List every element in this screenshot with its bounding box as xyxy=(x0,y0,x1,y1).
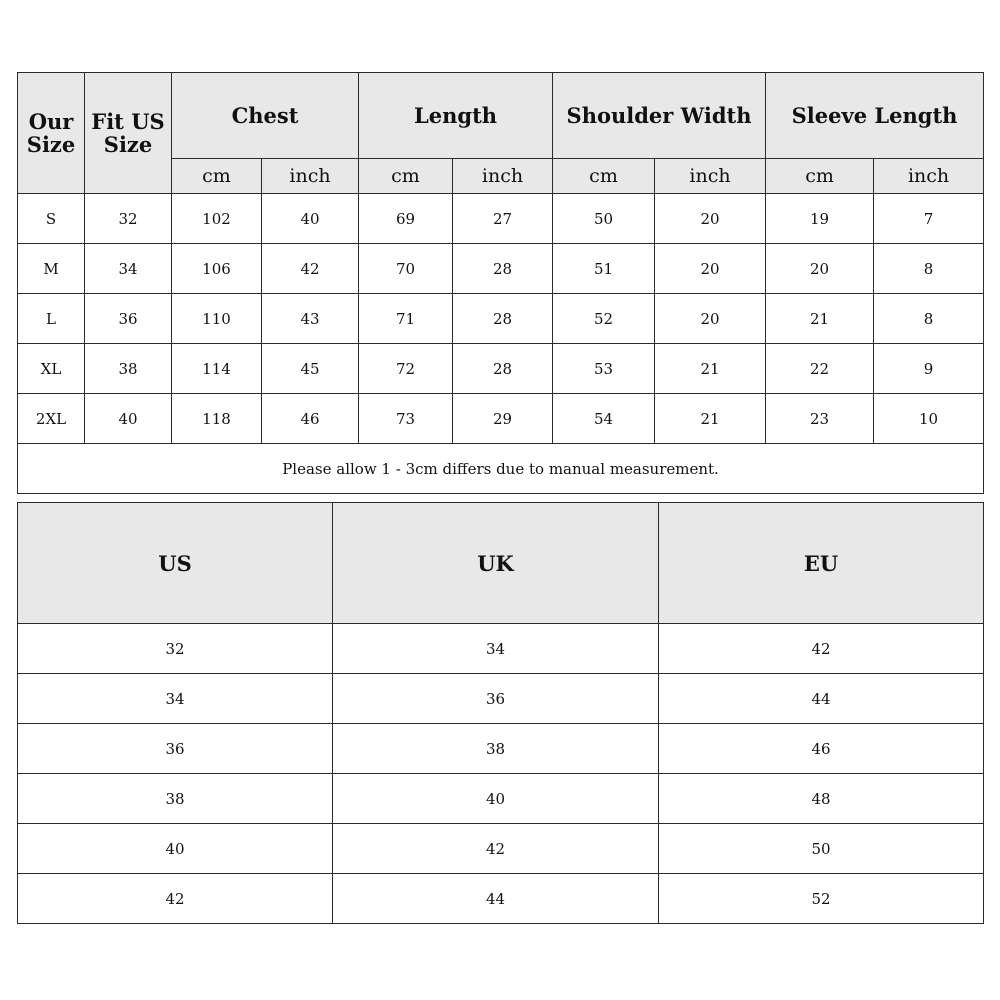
cell-eu: 42 xyxy=(659,624,984,674)
cell-length-inch: 28 xyxy=(453,244,553,294)
unit-length-cm: cm xyxy=(359,159,453,194)
cell-shoulder-inch: 20 xyxy=(655,294,766,344)
cell-fit-us: 38 xyxy=(85,344,172,394)
cell-length-inch: 28 xyxy=(453,294,553,344)
cell-sleeve-cm: 21 xyxy=(766,294,874,344)
cell-shoulder-cm: 53 xyxy=(553,344,655,394)
cell-length-inch: 28 xyxy=(453,344,553,394)
table-row xyxy=(18,394,984,444)
cell-our-size: L xyxy=(18,294,85,344)
cell-eu: 52 xyxy=(659,874,984,924)
cell-length-cm: 73 xyxy=(359,394,453,444)
table-row xyxy=(18,824,984,874)
header-shoulder-width: Shoulder Width xyxy=(553,73,766,159)
cell-uk: 36 xyxy=(333,674,659,724)
cell-length-cm: 70 xyxy=(359,244,453,294)
header-our-size: Our Size xyxy=(18,73,85,194)
cell-shoulder-cm: 50 xyxy=(553,194,655,244)
cell-length-inch: 29 xyxy=(453,394,553,444)
cell-shoulder-inch: 21 xyxy=(655,344,766,394)
header-uk: UK xyxy=(333,503,659,624)
table-row xyxy=(18,194,984,244)
cell-eu: 46 xyxy=(659,724,984,774)
measurement-note: Please allow 1 - 3cm differs due to manual measurement. xyxy=(18,444,984,494)
cell-shoulder-cm: 54 xyxy=(553,394,655,444)
unit-chest-inch: inch xyxy=(262,159,359,194)
unit-shoulder-inch: inch xyxy=(655,159,766,194)
cell-chest-cm: 110 xyxy=(172,294,262,344)
unit-chest-cm: cm xyxy=(172,159,262,194)
cell-shoulder-inch: 21 xyxy=(655,394,766,444)
cell-us: 40 xyxy=(18,824,333,874)
cell-us: 38 xyxy=(18,774,333,824)
cell-chest-inch: 43 xyxy=(262,294,359,344)
cell-uk: 34 xyxy=(333,624,659,674)
cell-sleeve-cm: 19 xyxy=(766,194,874,244)
cell-shoulder-cm: 52 xyxy=(553,294,655,344)
size-chart-table xyxy=(17,72,984,494)
cell-us: 36 xyxy=(18,724,333,774)
cell-chest-inch: 40 xyxy=(262,194,359,244)
cell-chest-inch: 42 xyxy=(262,244,359,294)
cell-shoulder-inch: 20 xyxy=(655,194,766,244)
cell-our-size: 2XL xyxy=(18,394,85,444)
cell-our-size: S xyxy=(18,194,85,244)
table-row xyxy=(18,244,984,294)
cell-sleeve-cm: 22 xyxy=(766,344,874,394)
table-row xyxy=(18,344,984,394)
header-us: US xyxy=(18,503,333,624)
cell-eu: 44 xyxy=(659,674,984,724)
table-row xyxy=(18,874,984,924)
unit-length-inch: inch xyxy=(453,159,553,194)
cell-uk: 42 xyxy=(333,824,659,874)
cell-eu: 50 xyxy=(659,824,984,874)
cell-sleeve-inch: 7 xyxy=(874,194,984,244)
cell-sleeve-inch: 9 xyxy=(874,344,984,394)
cell-our-size: XL xyxy=(18,344,85,394)
cell-shoulder-inch: 20 xyxy=(655,244,766,294)
cell-us: 32 xyxy=(18,624,333,674)
cell-uk: 38 xyxy=(333,724,659,774)
cell-fit-us: 34 xyxy=(85,244,172,294)
table-row xyxy=(18,674,984,724)
header-sleeve-length: Sleeve Length xyxy=(766,73,984,159)
cell-length-cm: 69 xyxy=(359,194,453,244)
cell-sleeve-cm: 23 xyxy=(766,394,874,444)
header-fit-us-size: Fit US Size xyxy=(85,73,172,194)
cell-chest-inch: 45 xyxy=(262,344,359,394)
table-row xyxy=(18,774,984,824)
cell-chest-cm: 102 xyxy=(172,194,262,244)
table-row xyxy=(18,724,984,774)
cell-uk: 44 xyxy=(333,874,659,924)
cell-chest-cm: 106 xyxy=(172,244,262,294)
header-chest: Chest xyxy=(172,73,359,159)
unit-sleeve-cm: cm xyxy=(766,159,874,194)
size-conversion-table xyxy=(17,502,984,924)
cell-uk: 40 xyxy=(333,774,659,824)
cell-us: 42 xyxy=(18,874,333,924)
table-row xyxy=(18,624,984,674)
unit-shoulder-cm: cm xyxy=(553,159,655,194)
cell-fit-us: 36 xyxy=(85,294,172,344)
header-eu: EU xyxy=(659,503,984,624)
cell-length-cm: 71 xyxy=(359,294,453,344)
cell-chest-inch: 46 xyxy=(262,394,359,444)
cell-chest-cm: 118 xyxy=(172,394,262,444)
cell-sleeve-inch: 8 xyxy=(874,294,984,344)
cell-shoulder-cm: 51 xyxy=(553,244,655,294)
cell-fit-us: 40 xyxy=(85,394,172,444)
table-row xyxy=(18,294,984,344)
cell-length-cm: 72 xyxy=(359,344,453,394)
cell-eu: 48 xyxy=(659,774,984,824)
cell-fit-us: 32 xyxy=(85,194,172,244)
cell-our-size: M xyxy=(18,244,85,294)
cell-chest-cm: 114 xyxy=(172,344,262,394)
cell-us: 34 xyxy=(18,674,333,724)
cell-sleeve-inch: 10 xyxy=(874,394,984,444)
cell-sleeve-cm: 20 xyxy=(766,244,874,294)
cell-length-inch: 27 xyxy=(453,194,553,244)
header-length: Length xyxy=(359,73,553,159)
unit-sleeve-inch: inch xyxy=(874,159,984,194)
cell-sleeve-inch: 8 xyxy=(874,244,984,294)
